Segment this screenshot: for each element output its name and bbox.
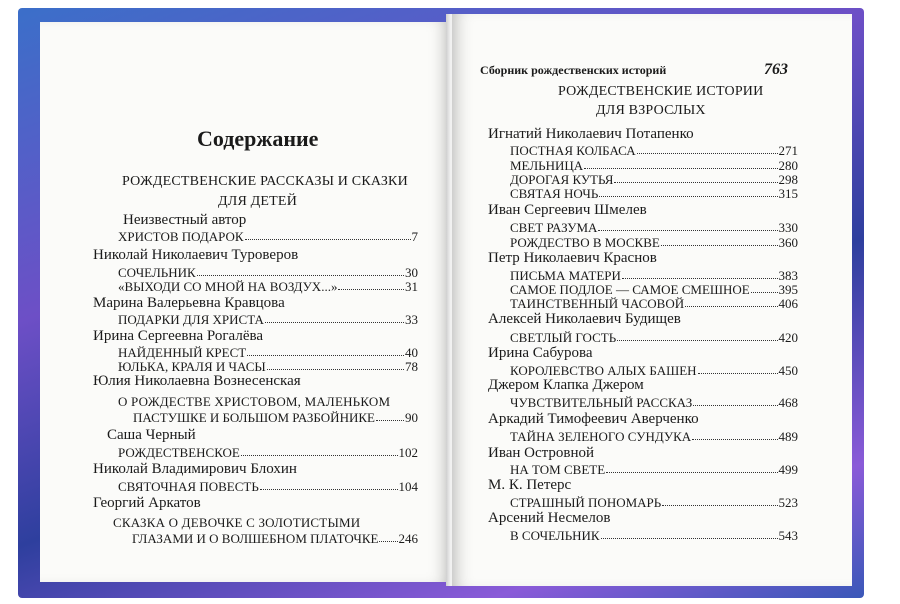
toc-entry[interactable]: В СОЧЕЛЬНИК 543 xyxy=(510,528,798,543)
toc-entry[interactable]: ЧУВСТВИТЕЛЬНЫЙ РАССКАЗ 468 xyxy=(510,395,798,410)
author-name: Ирина Сабурова xyxy=(488,345,593,361)
toc-entry[interactable]: ПАСТУШКЕ И БОЛЬШОМ РАЗБОЙНИКЕ 90 xyxy=(133,410,418,425)
toc-entry[interactable]: ДОРОГАЯ КУТЬЯ 298 xyxy=(510,172,798,187)
left-page xyxy=(40,22,450,582)
toc-entry[interactable]: ПОСТНАЯ КОЛБАСА 271 xyxy=(510,143,798,158)
author-name: Алексей Николаевич Будищев xyxy=(488,311,681,327)
author-name: Джером Клапка Джером xyxy=(488,377,644,393)
toc-entry[interactable]: ТАИНСТВЕННЫЙ ЧАСОВОЙ 406 xyxy=(510,296,798,311)
toc-entry[interactable]: МЕЛЬНИЦА 280 xyxy=(510,158,798,173)
author-name: Аркадий Тимофеевич Аверченко xyxy=(488,411,699,427)
toc-entry[interactable]: РОЖДЕСТВО В МОСКВЕ 360 xyxy=(510,235,798,250)
author-name: Юлия Николаевна Вознесенская xyxy=(93,373,301,389)
contents-heading: Содержание xyxy=(197,126,319,151)
toc-entry[interactable]: ХРИСТОВ ПОДАРОК 7 xyxy=(118,229,418,244)
toc-entry[interactable]: САМОЕ ПОДЛОЕ — САМОЕ СМЕШНОЕ 395 xyxy=(510,282,798,297)
toc-entry[interactable]: СВЯТОЧНАЯ ПОВЕСТЬ 104 xyxy=(118,479,418,494)
author-name: Георгий Аркатов xyxy=(93,495,201,511)
toc-entry-line1: О РОЖДЕСТВЕ ХРИСТОВОМ, МАЛЕНЬКОМ xyxy=(118,394,391,409)
toc-entry[interactable]: ЮЛЬКА, КРАЛЯ И ЧАСЫ 78 xyxy=(118,359,418,374)
section-title-line1: РОЖДЕСТВЕНСКИЕ ИСТОРИИ xyxy=(558,84,764,99)
toc-entry[interactable]: НАЙДЕННЫЙ КРЕСТ 40 xyxy=(118,345,418,360)
section-title-line1: РОЖДЕСТВЕНСКИЕ РАССКАЗЫ И СКАЗКИ xyxy=(122,174,408,189)
author-name: Петр Николаевич Краснов xyxy=(488,250,657,266)
toc-entry[interactable]: ТАЙНА ЗЕЛЕНОГО СУНДУКА 489 xyxy=(510,429,798,444)
toc-entry[interactable]: СОЧЕЛЬНИК 30 xyxy=(118,265,418,280)
toc-entry[interactable]: ГЛАЗАМИ И О ВОЛШЕБНОМ ПЛАТОЧКЕ 246 xyxy=(132,531,418,546)
toc-entry[interactable]: НА ТОМ СВЕТЕ 499 xyxy=(510,462,798,477)
running-head: Сборник рождественских историй xyxy=(480,63,667,77)
toc-entry[interactable]: РОЖДЕСТВЕНСКОЕ 102 xyxy=(118,445,418,460)
right-page xyxy=(452,14,852,586)
toc-entry[interactable]: СТРАШНЫЙ ПОНОМАРЬ 523 xyxy=(510,495,798,510)
toc-entry[interactable]: «ВЫХОДИ СО МНОЙ НА ВОЗДУХ...» 31 xyxy=(118,279,418,294)
author-name: Арсений Несмелов xyxy=(488,510,611,526)
toc-entry[interactable]: СВЯТАЯ НОЧЬ 315 xyxy=(510,186,798,201)
page-number: 763 xyxy=(764,61,788,78)
author-name: Николай Владимирович Блохин xyxy=(93,461,297,477)
author-name: Ирина Сергеевна Рогалёва xyxy=(93,328,264,344)
author-name: Неизвестный автор xyxy=(123,212,247,228)
toc-entry[interactable]: СВЕТ РАЗУМА 330 xyxy=(510,220,798,235)
toc-entry-line1: СКАЗКА О ДЕВОЧКЕ С ЗОЛОТИСТЫМИ xyxy=(113,515,361,530)
author-name: Игнатий Николаевич Потапенко xyxy=(488,126,694,142)
author-name: Иван Островной xyxy=(488,445,595,461)
toc-entry[interactable]: ПОДАРКИ ДЛЯ ХРИСТА 33 xyxy=(118,312,418,327)
author-name: Иван Сергеевич Шмелев xyxy=(488,202,647,218)
toc-entry[interactable]: СВЕТЛЫЙ ГОСТЬ 420 xyxy=(510,330,798,345)
toc-entry[interactable]: ПИСЬМА МАТЕРИ 383 xyxy=(510,268,798,283)
section-title-line2: ДЛЯ ВЗРОСЛЫХ xyxy=(596,103,706,118)
author-name: Саша Черный xyxy=(107,427,196,443)
section-title-line2: ДЛЯ ДЕТЕЙ xyxy=(218,194,297,209)
toc-entry[interactable]: КОРОЛЕВСТВО АЛЫХ БАШЕН 450 xyxy=(510,363,798,378)
author-name: М. К. Петерс xyxy=(488,477,572,493)
author-name: Николай Николаевич Туроверов xyxy=(93,247,299,263)
author-name: Марина Валерьевна Кравцова xyxy=(93,295,285,311)
